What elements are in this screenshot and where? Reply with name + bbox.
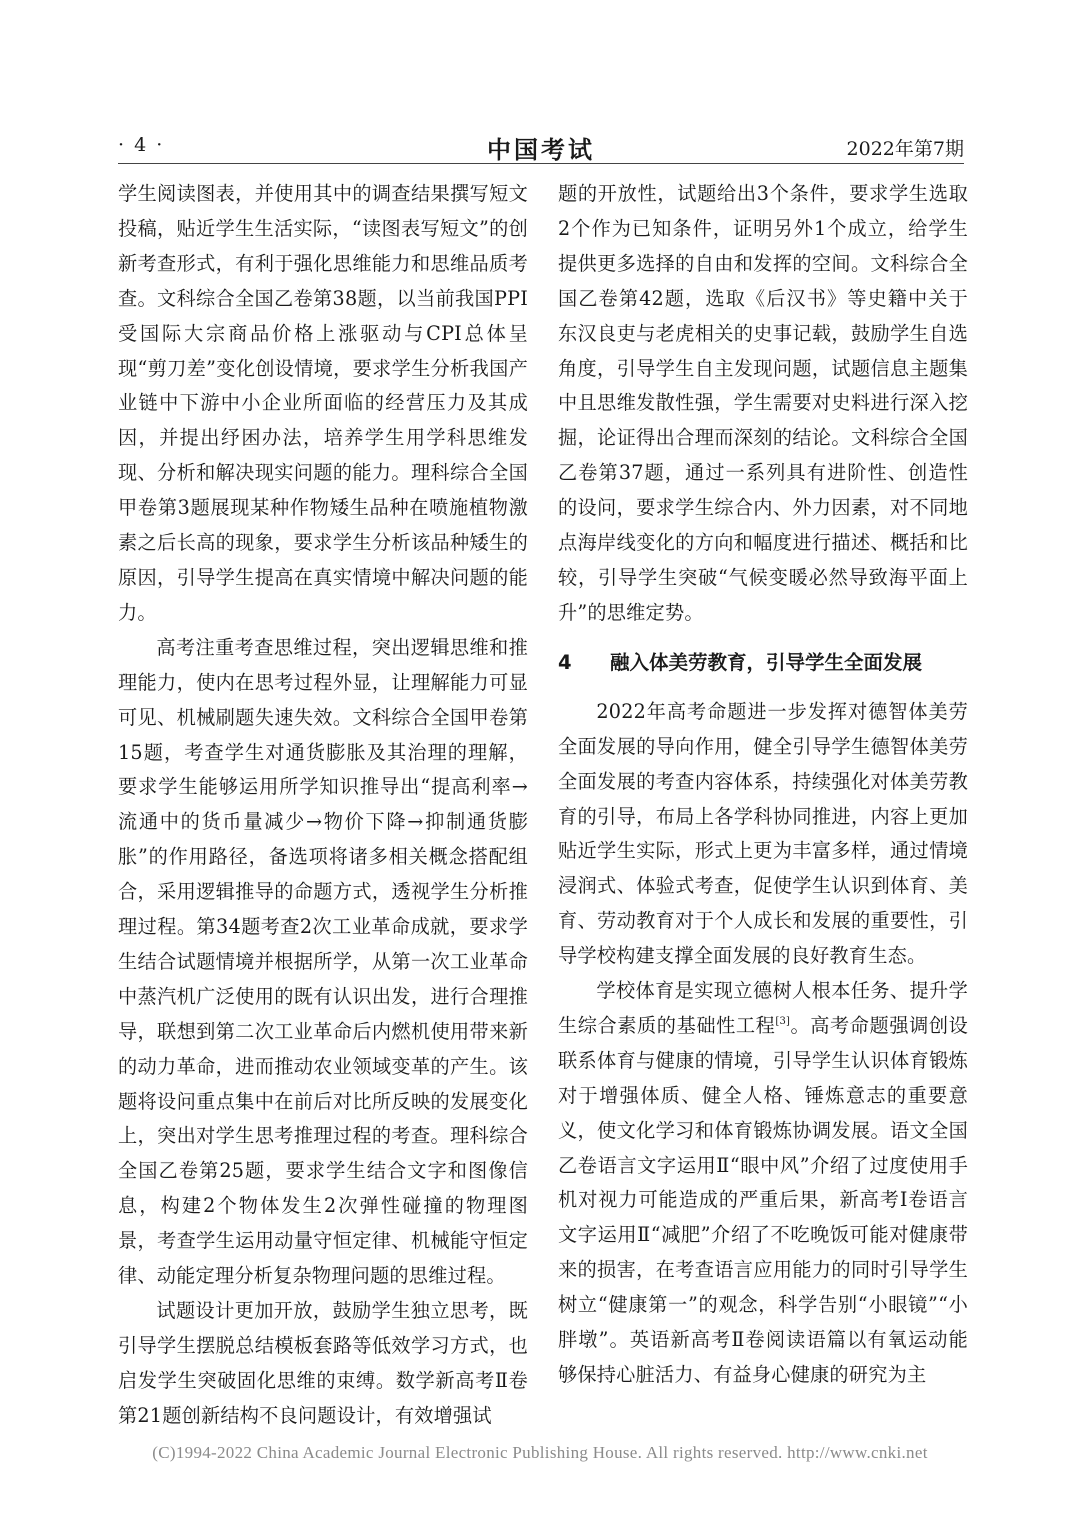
paragraph-text-part-2: 。高考命题强调创设联系体育与健康的情境，引导学生认识体育锻炼对于增强体质、健全人格、锤炼意志的重要意义，使文化学习和体育锻炼协调发展。语文全国乙卷语言文字运用Ⅱ“眼中风”介绍了过度使用手机对视力可能造成的严重后果，新高考Ⅰ卷语言文字运用Ⅱ“减肥”介绍了不吃晚饭可能对健康带来的损害，在考查语言应用能力的同时引导学生树立“健康第一”的观念，科学告别“小眼镜”“小胖墩”。英语新高考Ⅱ卷阅读语篇以有氧运动能够保持心脏活力、有益身心健康的研究为主: [558, 1013, 968, 1386]
left-column: [118, 177, 528, 1434]
left-paragraph-2: 高考注重考查思维过程，突出逻辑思维和推理能力，使内在思考过程外显，让理解能力可显可见、机械刷题失速失效。文科综合全国甲卷第15题，考查学生对通货膨胀及其治理的理解，要求学生能够运用所学知识推导出“提高利率→流通中的货币量减少→物价下降→抑制通货膨胀”的作用路径，备选项将诸多相关概念搭配组合，采用逻辑推导的命题方式，透视学生分析推理过程。第34题考查2次工业革命成就，要求学生结合试题情境并根据所学，从第一次工业革命中蒸汽机广泛使用的既有认识出发，进行合理推导，联想到第二次工业革命后内燃机使用带来新的动力革命，进而推动农业领域变革的产生。该题将设问重点集中在前后对比所反映的发展变化上，突出对学生思考推理过程的考查。理科综合全国乙卷第25题，要求学生结合文字和图像信息，构建2个物体发生2次弹性碰撞的物理图景，考查学生运用动量守恒定律、机械能守恒定律、动能定理分析复杂物理问题的思维过程。: [118, 635, 528, 1288]
page-number: · 4 ·: [118, 134, 165, 156]
right-paragraph-2: 2022年高考命题进一步发挥对德智体美劳全面发展的导向作用，健全引导学生德智体美劳全面发展的考查内容体系，持续强化对体美劳教育的引导，布局上各学科协同推进，内容上更加贴近学生实际，形式上更为丰富多样，通过情境浸润式、体验式考查，促使学生认识到体育、美育、劳动教育对于个人成长和发展的重要性，引导学校构建支撑全面发展的良好教育生态。: [558, 699, 968, 968]
issue-label: 2022年第7期: [846, 138, 964, 160]
right-paragraph-1: 题的开放性，试题给出3个条件，要求学生选取2个作为已知条件，证明另外1个成立，给学生提供更多选择的自由和发挥的空间。文科综合全国乙卷第42题，选取《后汉书》等史籍中关于东汉良吏与老虎相关的史事记载，鼓励学生自选角度，引导学生自主发现问题，试题信息主题集中且思维发散性强，学生需要对史料进行深入挖掘，论证得出合理而深刻的结论。文科综合全国乙卷第37题，通过一系列具有进阶性、创造性的设问，要求学生综合内、外力因素，对不同地点海岸线变化的方向和幅度进行描述、概括和比较，引导学生突破“气候变暖必然导致海平面上升”的思维定势。: [558, 182, 968, 624]
paragraph-text-part-1: 学校体育是实现立德树人根本任务、提升学生综合素质的基础性工程: [558, 979, 968, 1037]
page-header: [118, 132, 964, 164]
copyright-footer: (C)1994-2022 China Academic Journal Electronic Publishing House. All rights reserved. http://www.cnki.net: [152, 1443, 928, 1462]
right-paragraph-3: [558, 974, 968, 1393]
left-paragraph-3: 试题设计更加开放，鼓励学生独立思考，既引导学生摆脱总结模板套路等低效学习方式，也启发学生突破固化思维的束缚。数学新高考Ⅱ卷第21题创新结构不良问题设计，有效增强试: [118, 1299, 528, 1427]
section-heading: [558, 646, 968, 680]
section-number: 4: [558, 650, 572, 674]
right-column: [558, 177, 968, 1393]
citation-ref[interactable]: [3]: [775, 1015, 791, 1027]
section-title: 融入体美劳教育，引导学生全面发展: [610, 650, 923, 674]
header-rule: [118, 163, 964, 164]
left-paragraph-1: 学生阅读图表，并使用其中的调查结果撰写短文投稿，贴近学生生活实际，“读图表写短文”的创新考查形式，有利于强化思维能力和思维品质考查。文科综合全国乙卷第38题，以当前我国PPI受国际大宗商品价格上涨驱动与CPI总体呈现“剪刀差”变化创设情境，要求学生分析我国产业链中下游中小企业所面临的经营压力及其成因，并提出纾困办法，培养学生用学科思维发现、分析和解决现实问题的能力。理科综合全国甲卷第3题展现某种作物矮生品种在喷施植物激素之后长高的现象，要求学生分析该品种矮生的原因，引导学生提高在真实情境中解决问题的能力。: [118, 182, 528, 624]
journal-title: 中国考试: [487, 135, 595, 164]
